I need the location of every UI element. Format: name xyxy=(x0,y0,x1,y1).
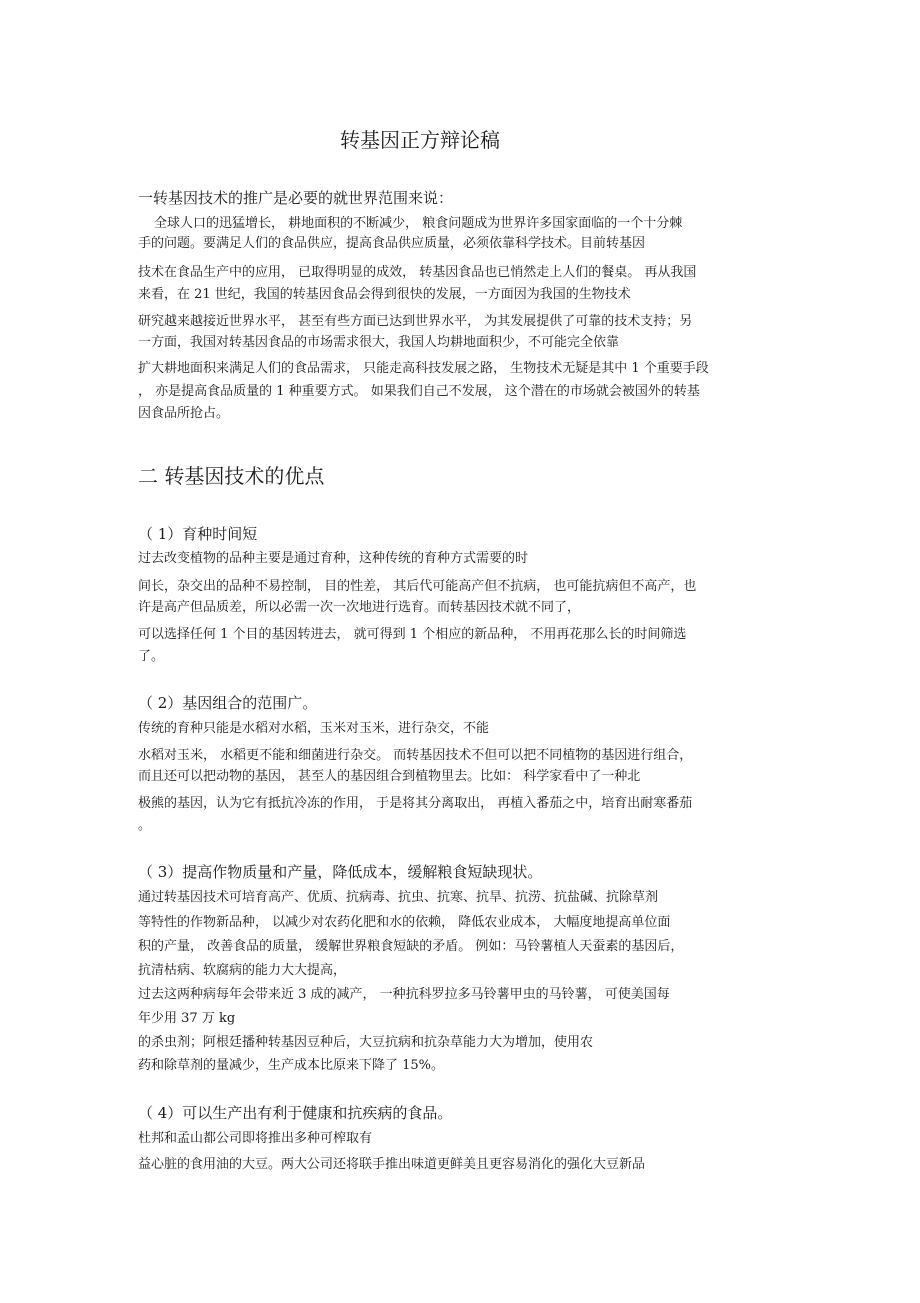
paragraph-line: 药和除草剂的量减少，生产成本比原来下降了 15%。 xyxy=(138,1058,445,1073)
paragraph-line: 因食品所抢占。 xyxy=(138,406,230,421)
paragraph-line: 通过转基因技术可培育高产、优质、抗病毒、抗虫、抗寒、抗旱、抗涝、抗盐碱、抗除草剂 xyxy=(138,890,659,905)
paragraph-line: 全球人口的迅猛增长， 耕地面积的不断减少， 粮食问题成为世界许多国家面临的一个十分棘 xyxy=(154,216,683,231)
paragraph-line: 传统的育种只能是水稻对水稻，玉米对玉米，进行杂交，不能 xyxy=(138,721,490,736)
paragraph-line: 年少用 37 万 kg xyxy=(138,1011,236,1026)
paragraph-line: 一方面，我国对转基因食品的市场需求很大，我国人均耕地面积少，不可能完全依靠 xyxy=(138,335,620,350)
paragraph-line: ， 亦是提高食品质量的 1 种重要方式。 如果我们自己不发展， 这个潜在的市场就会被国外的转基 xyxy=(138,384,700,399)
paragraph-line: 等特性的作物新品种， 以减少对农药化肥和水的依赖， 降低农业成本， 大幅度地提高单位面 xyxy=(138,915,671,930)
paragraph-line: 扩大耕地面积来满足人们的食品需求， 只能走高科技发展之路， 生物技术无疑是其中 1 个重要手段 xyxy=(138,361,709,376)
paragraph-line: 水稻对玉米， 水稻更不能和细菌进行杂交。 而转基因技术不但可以把不同植物的基因进行组合， xyxy=(138,748,693,763)
paragraph-line: 而且还可以把动物的基因， 甚至人的基因组合到植物里去。比如： 科学家看中了一种北 xyxy=(138,769,641,784)
paragraph-line: 技术在食品生产中的应用， 已取得明显的成效， 转基因食品也已悄然走上人们的餐桌。 再从我国 xyxy=(138,265,697,280)
paragraph-line: 益心脏的食用油的大豆。两大公司还将联手推出味道更鲜美且更容易消化的强化大豆新品 xyxy=(138,1157,646,1172)
item-1-heading: （ 1）育种时间短 xyxy=(138,525,258,543)
document-title: 转基因正方辩论稿 xyxy=(340,128,500,152)
paragraph-line: 间长，杂交出的品种不易控制， 目的性差， 其后代可能高产但不抗病， 也可能抗病但不高产，也 xyxy=(138,579,697,594)
paragraph-line: 过去这两种病每年会带来近 3 成的减产， 一种抗科罗拉多马铃薯甲虫的马铃薯， 可使美国每 xyxy=(138,987,670,1002)
paragraph-line: 手的问题。要满足人们的食品供应，提高食品供应质量，必须依靠科学技术。目前转基因 xyxy=(138,236,646,251)
paragraph-line: 许是高产但品质差，所以必需一次一次地进行选育。而转基因技术就不同了， xyxy=(138,600,581,615)
item-3-heading: （ 3）提高作物质量和产量，降低成本，缓解粮食短缺现状。 xyxy=(138,863,543,881)
paragraph-line: 的杀虫剂；阿根廷播种转基因豆种后，大豆抗病和抗杂草能力大为增加，使用农 xyxy=(138,1035,594,1050)
paragraph-line: 极熊的基因，认为它有抵抗冷冻的作用， 于是将其分离取出， 再植入番茄之中，培育出耐寒番茄 xyxy=(138,796,693,811)
paragraph-line: 可以选择任何 1 个目的基因转进去， 就可得到 1 个相应的新品种， 不用再花那么长的时间筛选 xyxy=(138,627,687,642)
paragraph-line: 积的产量， 改善食品的质量， 缓解世界粮食短缺的矛盾。 例如：马铃薯植人天蚕素的基因后， xyxy=(138,939,684,954)
item-4-heading: （ 4）可以生产出有利于健康和抗疾病的食品。 xyxy=(138,1104,453,1122)
item-2-heading: （ 2）基因组合的范围广。 xyxy=(138,694,318,712)
paragraph-line: 抗清枯病、软腐病的能力大大提高， xyxy=(138,963,347,978)
paragraph-line: 研究越来越接近世界水平， 甚至有些方面已达到世界水平， 为其发展提供了可靠的技术支持；另 xyxy=(138,314,693,329)
section-2-heading: 二 转基因技术的优点 xyxy=(138,464,325,488)
paragraph-line: 了。 xyxy=(138,649,165,664)
paragraph-line: 来看，在 21 世纪，我国的转基因食品会得到很快的发展，一方面因为我国的生物技术 xyxy=(138,287,631,302)
paragraph-line: 过去改变植物的品种主要是通过育种，这种传统的育种方式需要的时 xyxy=(138,551,529,566)
paragraph-line: 。 xyxy=(138,818,152,833)
section-1-heading: 一转基因技术的推广是必要的就世界范围来说： xyxy=(138,189,454,207)
paragraph-line: 杜邦和孟山都公司即将推出多种可榨取有 xyxy=(138,1131,373,1146)
